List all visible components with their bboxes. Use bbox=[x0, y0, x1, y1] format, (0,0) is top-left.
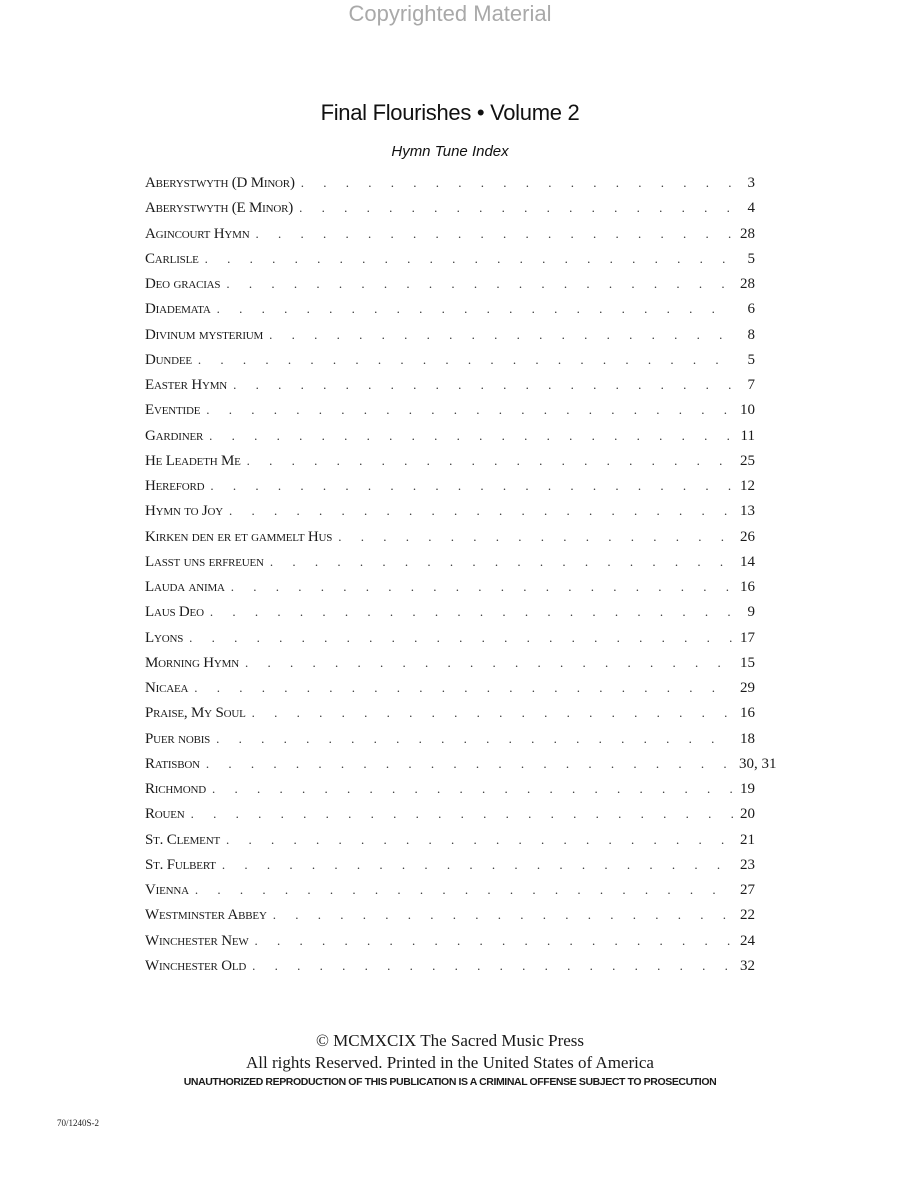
index-entry bbox=[145, 882, 755, 907]
tune-name: Gardiner bbox=[145, 427, 204, 444]
tune-name: Winchester New bbox=[145, 932, 249, 949]
dot-leader bbox=[206, 402, 733, 418]
dot-leader bbox=[231, 579, 733, 595]
dot-leader bbox=[210, 478, 733, 494]
tune-name: Dundee bbox=[145, 351, 192, 368]
dot-leader bbox=[210, 604, 733, 620]
index-entry bbox=[145, 175, 755, 200]
index-entry bbox=[145, 907, 755, 932]
page-number: 24 bbox=[740, 932, 755, 949]
index-entry bbox=[145, 857, 755, 882]
dot-leader bbox=[255, 226, 733, 242]
dot-leader bbox=[299, 200, 733, 216]
page-title: Final Flourishes • Volume 2 bbox=[320, 100, 580, 125]
index-entry bbox=[145, 630, 755, 655]
page-number: 18 bbox=[740, 730, 755, 747]
page-number: 10 bbox=[740, 402, 755, 419]
index-entry bbox=[145, 655, 755, 680]
page-number: 15 bbox=[740, 654, 755, 671]
tune-name: St. Fulbert bbox=[145, 856, 216, 873]
index-entry bbox=[145, 579, 755, 604]
page-number: 22 bbox=[740, 907, 755, 924]
page-number: 28 bbox=[740, 225, 755, 242]
tune-name: Praise, My Soul bbox=[145, 705, 246, 722]
tune-name: Divinum mysterium bbox=[145, 326, 264, 343]
page-number: 5 bbox=[747, 250, 755, 267]
catalog-number: 70/1240S-2 bbox=[57, 1118, 100, 1128]
index-entry bbox=[145, 377, 755, 402]
dot-leader bbox=[252, 705, 733, 721]
tune-name: Vienna bbox=[145, 882, 189, 898]
index-entry bbox=[145, 276, 755, 301]
page-subtitle: Hymn Tune Index bbox=[391, 143, 509, 160]
index-entry bbox=[145, 529, 755, 554]
page-number: 28 bbox=[740, 276, 755, 292]
index-entry bbox=[145, 680, 755, 705]
page-number: 23 bbox=[740, 856, 755, 873]
hymn-tune-index bbox=[145, 175, 777, 983]
dot-leader bbox=[301, 175, 733, 191]
page-number: 8 bbox=[747, 326, 755, 343]
dot-leader bbox=[195, 882, 733, 898]
tune-name: Rouen bbox=[145, 806, 185, 823]
index-entry bbox=[145, 402, 755, 427]
page-number: 11 bbox=[740, 427, 755, 444]
page-number: 20 bbox=[740, 806, 755, 823]
dot-leader bbox=[338, 529, 733, 545]
index-entry bbox=[145, 806, 755, 831]
copyright-footer bbox=[0, 1030, 900, 1088]
tune-name: Hereford bbox=[145, 478, 205, 494]
dot-leader bbox=[229, 503, 733, 519]
index-entry bbox=[145, 755, 777, 781]
tune-name: Aberystwyth (D Minor) bbox=[145, 175, 295, 191]
page-number: 32 bbox=[740, 957, 755, 974]
page-number: 26 bbox=[740, 528, 755, 545]
tune-name: Hymn to Joy bbox=[145, 503, 223, 520]
index-entry bbox=[145, 327, 755, 352]
dot-leader bbox=[191, 806, 733, 822]
dot-leader bbox=[252, 958, 733, 974]
dot-leader bbox=[233, 377, 733, 393]
tune-name: Carlisle bbox=[145, 250, 199, 267]
dot-leader bbox=[216, 731, 733, 747]
index-entry bbox=[145, 604, 755, 629]
page-number: 25 bbox=[740, 452, 755, 469]
tune-name: Winchester Old bbox=[145, 957, 247, 974]
page-number: 6 bbox=[747, 301, 755, 318]
copyright-line: © MCMXCIX The Sacred Music Press bbox=[315, 1031, 585, 1050]
index-entry bbox=[145, 705, 755, 730]
tune-name: Lyons bbox=[145, 629, 184, 646]
dot-leader bbox=[222, 857, 733, 873]
index-entry bbox=[145, 226, 755, 251]
tune-name: Nicaea bbox=[145, 680, 189, 696]
tune-name: Agincourt Hymn bbox=[145, 225, 250, 242]
tune-name: Kirken den er et gammelt Hus bbox=[145, 528, 333, 545]
dot-leader bbox=[270, 554, 733, 570]
dot-leader bbox=[194, 680, 733, 696]
dot-leader bbox=[205, 251, 733, 267]
dot-leader bbox=[226, 832, 733, 848]
page-number: 14 bbox=[740, 553, 755, 570]
dot-leader bbox=[226, 276, 733, 292]
tune-name: Richmond bbox=[145, 781, 206, 797]
index-entry bbox=[145, 503, 755, 528]
tune-name: Lauda anima bbox=[145, 579, 225, 595]
tune-name: Puer nobis bbox=[145, 730, 211, 747]
page-number: 19 bbox=[740, 781, 755, 797]
page-number: 13 bbox=[740, 503, 755, 520]
index-entry bbox=[145, 478, 755, 503]
tune-name: Deo gracias bbox=[145, 276, 221, 292]
page-number: 5 bbox=[747, 351, 755, 368]
page-number: 9 bbox=[747, 604, 755, 621]
index-entry bbox=[145, 781, 755, 806]
tune-name: Lasst uns erfreuen bbox=[145, 553, 264, 570]
tune-name: He Leadeth Me bbox=[145, 452, 241, 469]
tune-name: Eventide bbox=[145, 402, 201, 419]
watermark: Copyrighted Material bbox=[348, 1, 552, 26]
dot-leader bbox=[198, 352, 733, 368]
tune-name: Morning Hymn bbox=[145, 654, 239, 671]
page-number: 30, 31 bbox=[739, 755, 777, 772]
tune-name: Easter Hymn bbox=[145, 377, 228, 393]
index-entry bbox=[145, 301, 755, 326]
page-number: 4 bbox=[747, 200, 755, 217]
dot-leader bbox=[247, 453, 733, 469]
dot-leader bbox=[209, 428, 733, 444]
page-number: 21 bbox=[740, 831, 755, 848]
page-number: 16 bbox=[740, 579, 755, 595]
dot-leader bbox=[189, 630, 733, 646]
page-number: 17 bbox=[740, 629, 755, 646]
index-entry bbox=[145, 428, 755, 453]
tune-name: Diademata bbox=[145, 301, 211, 318]
tune-name: Aberystwyth (E Minor) bbox=[145, 200, 294, 217]
index-entry bbox=[145, 731, 755, 756]
rights-line: All rights Reserved. Printed in the United States of America bbox=[246, 1053, 654, 1072]
dot-leader bbox=[206, 756, 733, 772]
dot-leader bbox=[255, 933, 733, 949]
dot-leader bbox=[212, 781, 733, 797]
page-number: 16 bbox=[740, 705, 755, 722]
index-entry bbox=[145, 832, 755, 857]
page-number: 27 bbox=[740, 882, 755, 898]
index-entry bbox=[145, 352, 755, 377]
tune-name: St. Clement bbox=[145, 831, 220, 848]
index-entry bbox=[145, 554, 755, 579]
dot-leader bbox=[273, 907, 733, 923]
page-number: 3 bbox=[747, 175, 755, 191]
reproduction-warning: UNAUTHORIZED REPRODUCTION OF THIS PUBLICATION IS A CRIMINAL OFFENSE SUBJECT TO PROSECUTION bbox=[183, 1076, 717, 1088]
dot-leader bbox=[245, 655, 733, 671]
tune-name: Laus Deo bbox=[145, 604, 204, 621]
tune-name: Ratisbon bbox=[145, 755, 200, 772]
tune-name: Westminster Abbey bbox=[145, 907, 267, 924]
dot-leader bbox=[269, 327, 733, 343]
index-entry bbox=[145, 453, 755, 478]
page-number: 7 bbox=[747, 377, 755, 393]
page-number: 29 bbox=[740, 680, 755, 696]
index-entry bbox=[145, 200, 755, 225]
page-number: 12 bbox=[740, 478, 755, 494]
dot-leader bbox=[217, 301, 733, 317]
index-entry bbox=[145, 251, 755, 276]
index-entry bbox=[145, 958, 755, 983]
index-entry bbox=[145, 933, 755, 958]
